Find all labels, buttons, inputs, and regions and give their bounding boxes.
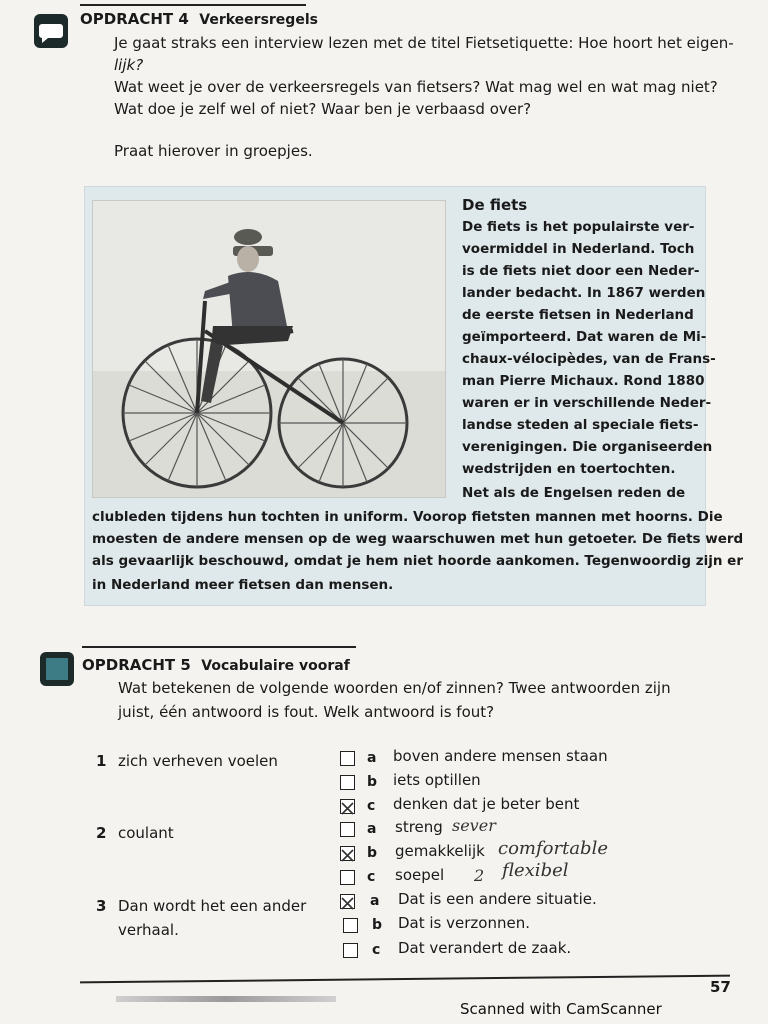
option-letter: c <box>372 942 381 958</box>
question-number: 3 <box>96 897 107 915</box>
option-text: Dat is verzonnen. <box>398 914 530 932</box>
question-text: Dan wordt het een ander <box>118 897 307 915</box>
option-checkbox-checked[interactable] <box>340 894 355 909</box>
top-rule <box>80 4 306 6</box>
option-checkbox[interactable] <box>340 751 355 766</box>
option-checkbox-checked[interactable] <box>340 846 355 861</box>
option-text: Dat verandert de zaak. <box>398 939 572 957</box>
handwritten-note: flexibel <box>502 860 569 881</box>
infobox-line: voermiddel in Nederland. Toch <box>462 241 695 257</box>
option-checkbox-checked[interactable] <box>340 799 355 814</box>
option-letter: a <box>370 893 380 909</box>
opdracht5-line: juist, één antwoord is fout. Welk antwoord is fout? <box>118 703 495 721</box>
option-checkbox[interactable] <box>340 870 355 885</box>
handwritten-marker: 2 <box>474 866 485 885</box>
option-text: streng <box>395 818 443 836</box>
option-checkbox[interactable] <box>343 943 358 958</box>
infobox-line: waren er in verschillende Neder- <box>462 395 712 411</box>
option-letter: c <box>367 798 376 814</box>
infobox-line: Net als de Engelsen reden de <box>462 485 686 501</box>
infobox-line: landse steden al speciale fiets- <box>462 417 699 433</box>
option-letter: b <box>367 774 378 790</box>
section-rule <box>82 646 356 648</box>
infobox-line: man Pierre Michaux. Rond 1880 <box>462 373 705 389</box>
option-letter: b <box>372 917 383 933</box>
option-checkbox[interactable] <box>340 822 355 837</box>
option-text: boven andere mensen staan <box>393 747 608 765</box>
option-text: iets optillen <box>393 771 481 789</box>
question-text: coulant <box>118 824 174 842</box>
option-letter: a <box>367 821 377 837</box>
infobox-line: wedstrijden en toertochten. <box>462 461 676 477</box>
opdracht5-line: Wat betekenen de volgende woorden en/of zinnen? Twee antwoorden zijn <box>118 679 671 697</box>
option-text: denken dat je beter bent <box>393 795 580 813</box>
scan-shadow-bar <box>116 996 336 1002</box>
option-text: gemakkelijk <box>395 842 485 860</box>
infobox-line: moesten de andere mensen op de weg waarschuwen met hun getoeter. De fiets werd <box>92 531 744 547</box>
historic-bicycle-photo <box>92 200 446 498</box>
opdracht4-instruction: Praat hierover in groepjes. <box>114 142 313 160</box>
opdracht5-label: OPDRACHT 5 <box>82 656 191 674</box>
opdracht5-heading <box>82 656 350 674</box>
opdracht4-line: Wat weet je over de verkeersregels van fietsers? Wat mag wel en wat mag niet? <box>114 78 718 96</box>
opdracht4-label: OPDRACHT 4 <box>80 10 189 28</box>
infobox-line: als gevaarlijk beschouwd, omdat je hem niet hoorde aankomen. Tegenwoordig zijn er <box>92 553 743 569</box>
option-checkbox[interactable] <box>343 918 358 933</box>
infobox-line: chaux-vélocipèdes, van de Frans- <box>462 351 716 367</box>
scanner-watermark: Scanned with CamScanner <box>460 1000 662 1018</box>
handwritten-note: sever <box>452 816 496 835</box>
infobox-line: De fiets is het populairste ver- <box>462 219 695 235</box>
opdracht4-line: Je gaat straks een interview lezen met de titel Fietsetiquette: Hoe hoort het eigen- <box>114 34 734 52</box>
speech-bubble-icon <box>34 14 68 48</box>
footer-rule <box>80 975 730 984</box>
question-number: 2 <box>96 824 107 842</box>
question-number: 1 <box>96 752 107 770</box>
option-text: Dat is een andere situatie. <box>398 890 597 908</box>
page-number: 57 <box>710 978 731 996</box>
square-icon <box>40 652 74 686</box>
opdracht4-line: lijk? <box>114 56 144 74</box>
option-letter: c <box>367 869 376 885</box>
option-checkbox[interactable] <box>340 775 355 790</box>
opdracht5-title: Vocabulaire vooraf <box>201 658 350 674</box>
infobox-line: clubleden tijdens hun tochten in uniform. Voorop fietsten mannen met hoorns. Die <box>92 509 723 525</box>
infobox-line: geïmporteerd. Dat waren de Mi- <box>462 329 707 345</box>
check-mark-icon <box>341 849 354 862</box>
option-text: soepel <box>395 866 445 884</box>
question-text: verhaal. <box>118 921 179 939</box>
infobox-line: verenigingen. Die organiseerden <box>462 439 713 455</box>
option-letter: b <box>367 845 378 861</box>
check-mark-icon <box>341 802 354 815</box>
infobox-line: de eerste fietsen in Nederland <box>462 307 694 323</box>
infobox-line: lander bedacht. In 1867 werden <box>462 285 706 301</box>
infobox-line: in Nederland meer fietsen dan mensen. <box>92 577 394 593</box>
infobox-heading: De fiets <box>462 196 528 214</box>
opdracht4-heading <box>80 10 318 28</box>
infobox-line: is de fiets niet door een Neder- <box>462 263 700 279</box>
opdracht5-text <box>118 676 671 724</box>
opdracht4-title: Verkeersregels <box>199 12 318 28</box>
opdracht4-text <box>114 32 734 120</box>
question-text: zich verheven voelen <box>118 752 278 770</box>
check-mark-icon <box>341 897 354 910</box>
option-letter: a <box>367 750 377 766</box>
handwritten-note: comfortable <box>498 838 608 859</box>
opdracht4-line: Wat doe je zelf wel of niet? Waar ben je verbaasd over? <box>114 100 532 118</box>
